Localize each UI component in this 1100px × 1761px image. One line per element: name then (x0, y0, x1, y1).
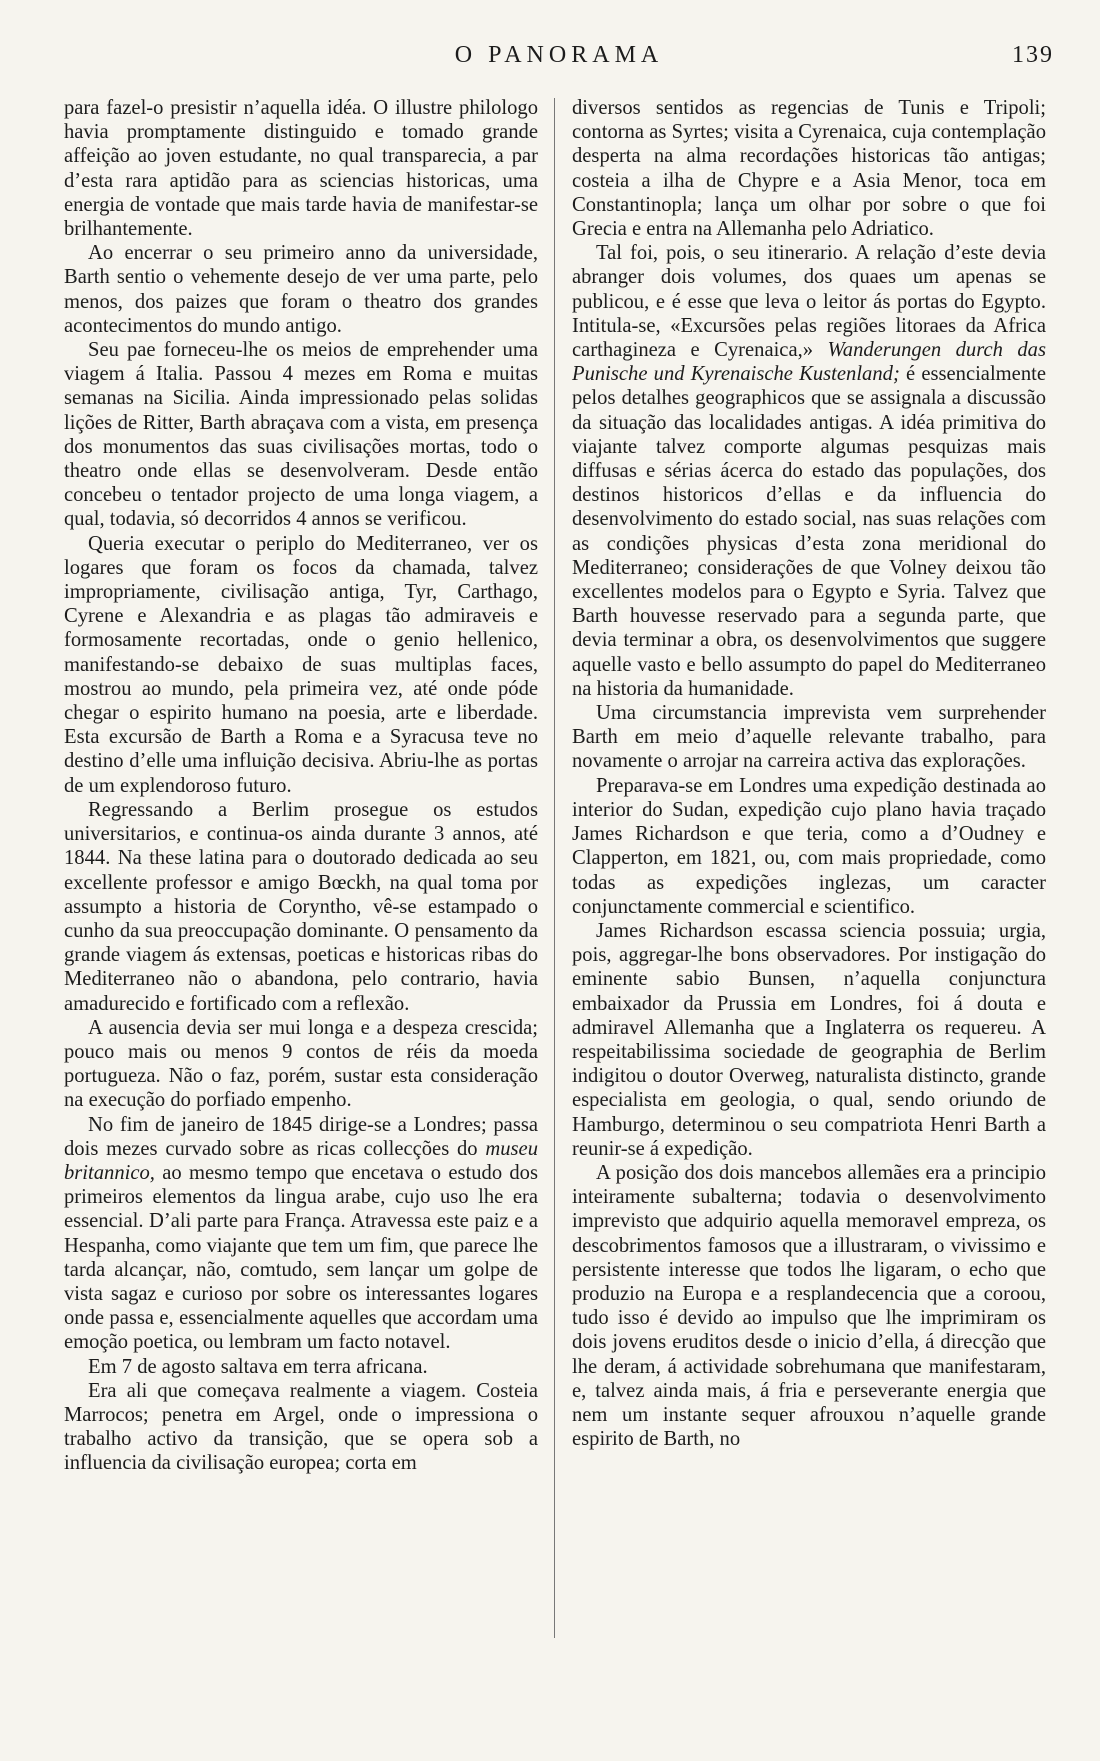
paragraph: para fazel-o presistir n’aquella idéa. O illustre philologo havia promptamente distinguido e tomado grande affeição ao joven estudante, no qual transparecia, a par d’esta rara aptidão para as sciencias historicas, uma energia de vontade que mais tarde havia de manifestar-se brilhantemente. (64, 97, 538, 241)
paragraph: Seu pae forneceu-lhe os meios de emprehender uma viagem á Italia. Passou 4 mezes em Roma e muitas semanas na Sicilia. Ainda impressionado pelas solidas lições de Ritter, Barth abraçava com a vista, em presença dos monumentos das suas civilisações mortas, todo o theatro onde ellas se desenvolveram. Desde então concebeu o tentador projecto de uma longa viagem, a qual, todavia, só decorridos 4 annos se verificou. (64, 339, 538, 531)
paragraph: A ausencia devia ser mui longa e a despeza crescida; pouco mais ou menos 9 contos de réis da moeda portugueza. Não o faz, porém, sustar esta consideração na execução do porfiado empenho. (64, 1016, 538, 1112)
page-header (64, 40, 1054, 80)
paragraph: Era ali que começava realmente a viagem. Costeia Marrocos; penetra em Argel, onde o impressiona o trabalho activo da transição, que se opera sob a influencia da civilisação europea; corta em (64, 1379, 538, 1475)
paragraph: Preparava-se em Londres uma expedição destinada ao interior do Sudan, expedição cujo plano havia traçado James Richardson e que teria, como a d’Oudney e Clapperton, em 1821, ou, com mais propriedade, como todas as expedições inglezas, um caracter conjunctamente commercial e scientifico. (572, 774, 1046, 918)
right-column (572, 96, 1046, 1451)
paragraph: No fim de janeiro de 1845 dirige-se a Londres; passa dois mezes curvado sobre as ricas collecções do museu britannico, ao mesmo tempo que encetava o estudo dos primeiros elementos da lingua arabe, cujo uso lhe era essencial. D’ali parte para França. Atravessa este paiz e a Hespanha, como viajante que tem um fim, que parece lhe tarda alcançar, não, comtudo, sem lançar um golpe de vista sagaz e curioso por sobre os interessantes logares onde passa e, essencialmente aquelles que accordam uma emoção poetica, ou lembram um facto notavel. (64, 1113, 538, 1354)
paragraph: diversos sentidos as regencias de Tunis e Tripoli; contorna as Syrtes; visita a Cyrenaica, cuja contemplação desperta na alma recordações historicas tão antigas; costeia a ilha de Chypre e a Asia Menor, toca em Constantinopla; lança um olhar por sobre o que foi Grecia e entra na Allemanha pelo Adriatico. (572, 97, 1046, 241)
paragraph: Regressando a Berlim prosegue os estudos universitarios, e continua-os ainda durante 3 annos, até 1844. Na these latina para o doutorado dedicada ao seu excellente professor e amigo Bœckh, na qual toma por assumpto a historia de Coryntho, vê-se estampado o cunho da sua preoccupação dominante. O pensamento da grande viagem ás extensas, poeticas e historicas ribas do Mediterraneo não o abandona, pelo contrario, havia amadurecido e fortificado com a reflexão. (64, 798, 538, 1015)
paragraph: Queria executar o periplo do Mediterraneo, ver os logares que foram os focos da chamada, talvez impropriamente, civilisação antiga, Tyr, Carthago, Cyrene e Alexandria e as plagas tão admiraveis e formosamente recortadas, onde o genio hellenico, manifestando-se debaixo de suas multiplas faces, mostrou ao mundo, pela primeira vez, até onde póde chegar o espirito humano na poesia, arte e liberdade. Esta excursão de Barth a Roma e a Syracusa teve no destino d’elle uma influição decisiva. Abriu-lhe as portas de um explendoroso futuro. (64, 532, 538, 797)
column-divider (554, 98, 555, 1638)
paragraph: A posição dos dois mancebos allemães era a principio inteiramente subalterna; todavia o desenvolvimento imprevisto que adquirio aquella memoravel empreza, os descobrimentos famosos que a illustraram, o vivissimo e persistente interesse que todos lhe ligaram, o echo que produzio na Europa e a resplandecencia que a coroou, tudo isso é devido ao impulso que lhe imprimiram os dois jovens eruditos desde o inicio d’ella, á direcção que lhe deram, á actividade sobrehumana que manifestaram, e, talvez ainda mais, á fria e perseverante energia que nem um instante sequer afrouxou n’aquelle grande espirito de Barth, no (572, 1161, 1046, 1451)
left-column (64, 96, 538, 1476)
paragraph: James Richardson escassa sciencia possuia; urgia, pois, aggregar-lhe bons observadores. Por instigação do eminente sabio Bunsen, n’aquella conjunctura embaixador da Prussia em Londres, foi á douta e admiravel Allemanha que a Inglaterra os requereu. A respeitabilissima sociedade de geographia de Berlim indigitou o doutor Overweg, naturalista distincto, grande especialista em geologia, o qual, sendo oriundo de Hamburgo, determinou o seu compatriota Henri Barth a reunir-se á expedição. (572, 919, 1046, 1160)
paragraph: Uma circumstancia imprevista vem surprehender Barth em meio d’aquelle relevante trabalho, para novamente o arrojar na carreira activa das explorações. (572, 702, 1046, 773)
italic-title: museu britannico, (64, 1137, 538, 1184)
text-columns (64, 96, 1054, 1656)
paragraph: Ao encerrar o seu primeiro anno da universidade, Barth sentio o vehemente desejo de ver uma parte, pelo menos, dos paizes que foram o theatro dos grandes acontecimentos do mundo antigo. (64, 242, 538, 337)
paragraph: Tal foi, pois, o seu itinerario. A relação d’este devia abranger dois volumes, dos quaes um apenas se publicou, e é esse que leva o leitor ás portas do Egypto. Intitula-se, «Excursões pelas regiões litoraes da Africa carthagineza e Cyrenaica,» Wanderungen durch das Punische und Kyrenaische Kustenland; é essencialmente pelos detalhes geographicos que se assignala a discussão da situação das localidades antigas. A idéa primitiva do viajante talvez comporte algumas pesquizas mais diffusas e sérias ácerca do estado das populações, dos destinos historicos d’ellas e da influencia do desenvolvimento do estado social, nas suas relações com as condições physicas d’esta zona meridional do Mediterraneo; considerações de que Volney deixou tão excellentes modelos para o Egypto e Syria. Talvez que Barth houvesse reservado para a segunda parte, que devia terminar a obra, os desenvolvimentos que suggere aquelle vasto e bello assumpto do papel do Mediterraneo na historia da humanidade. (572, 242, 1046, 700)
paragraph: Em 7 de agosto saltava em terra africana. (88, 1355, 428, 1378)
italic-title: Wanderungen durch das Punische und Kyrenaische Kustenland; (572, 339, 1046, 386)
page-number: 139 (1012, 42, 1054, 68)
running-title: O PANORAMA (454, 42, 664, 68)
